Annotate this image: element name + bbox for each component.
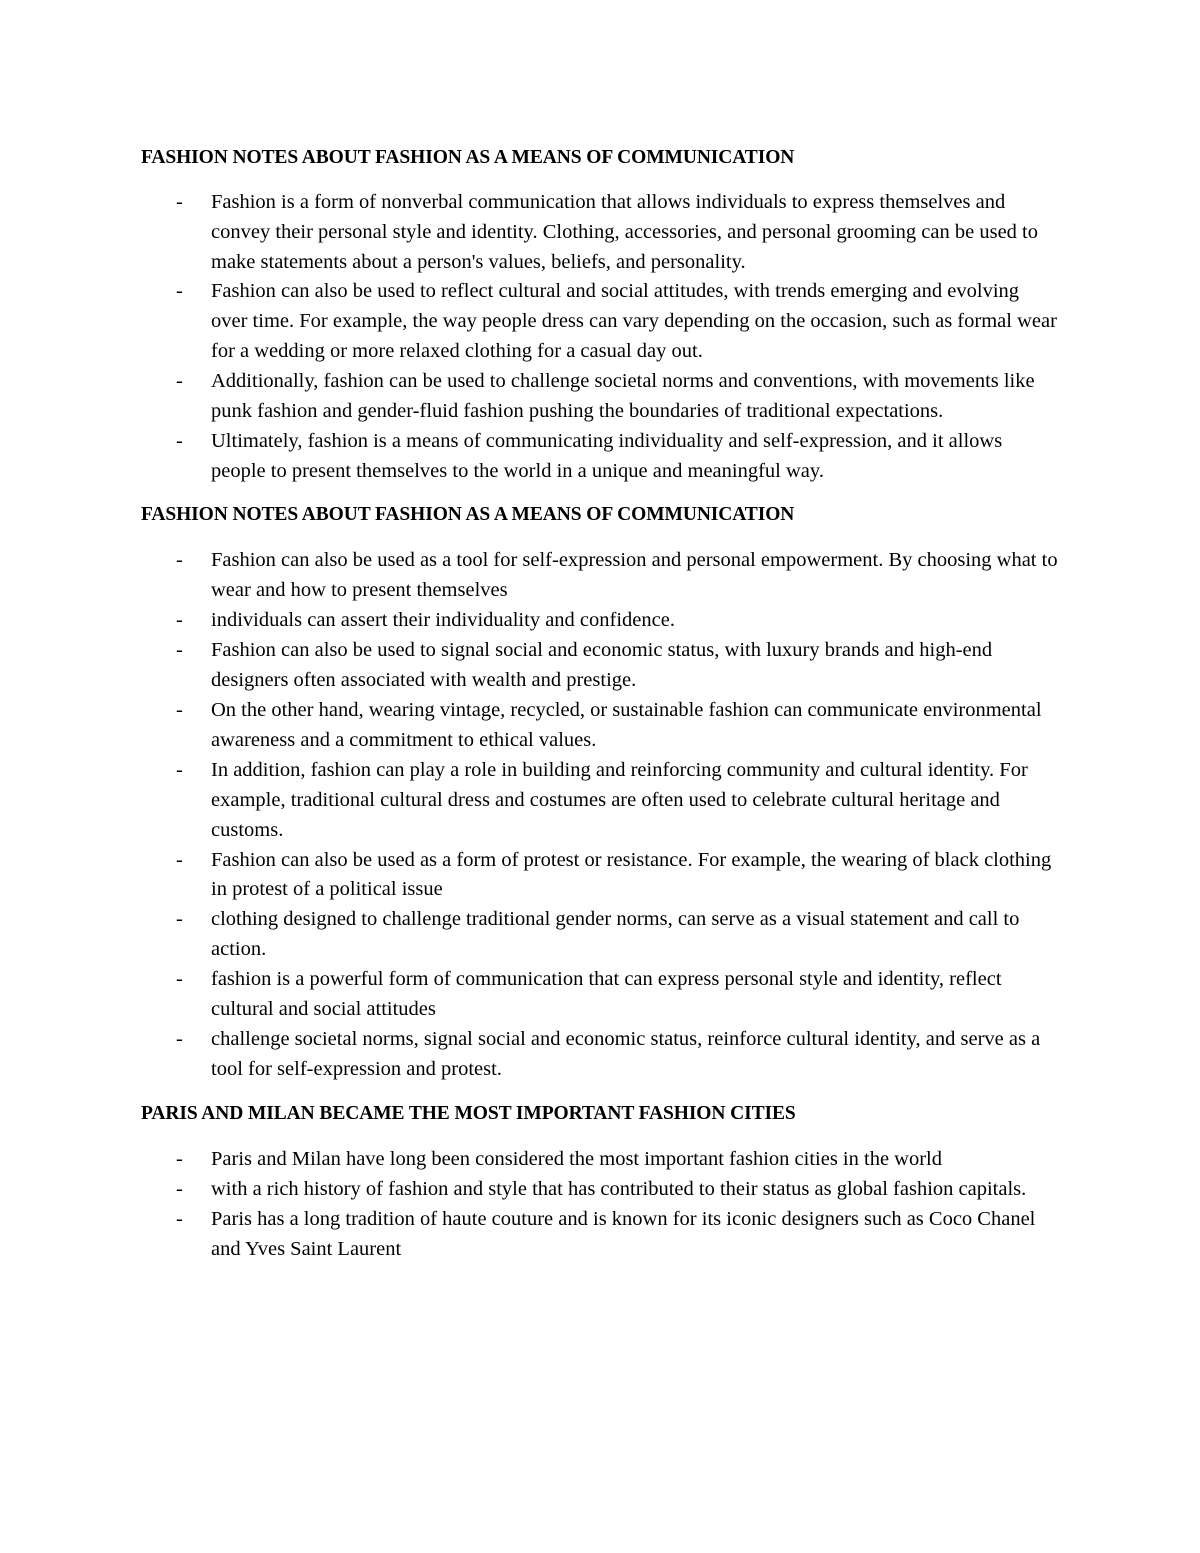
list-item-text: clothing designed to challenge traditional gender norms, can serve as a visual statement and call to action. xyxy=(211,908,1020,961)
list-item xyxy=(141,427,1060,487)
section-heading: FASHION NOTES ABOUT FASHION AS A MEANS OF COMMUNICATION xyxy=(141,503,795,525)
bullet-dash: - xyxy=(176,1208,183,1231)
section-paris-milan xyxy=(141,1099,1060,1265)
list-item-text: On the other hand, wearing vintage, recycled, or sustainable fashion can communicate environmental awareness and a commitment to ethical values. xyxy=(211,699,1042,751)
section-heading: PARIS AND MILAN BECAME THE MOST IMPORTANT FASHION CITIES xyxy=(141,1102,796,1124)
bullet-dash: - xyxy=(176,1148,183,1171)
list-item-text: Paris and Milan have long been considered the most important fashion cities in the world xyxy=(211,1148,943,1171)
list-item-text: Fashion can also be used as a form of protest or resistance. For example, the wearing of black clothing in protest of a political issue xyxy=(211,848,1052,901)
bullet-dash: - xyxy=(176,609,183,632)
list-item-text: Additionally, fashion can be used to challenge societal norms and conventions, with movements like punk fashion and gender-fluid fashion pushing the boundaries of traditional expectations. xyxy=(211,370,1035,423)
list-item xyxy=(141,1205,1060,1265)
list-item-text: fashion is a powerful form of communication that can express personal style and identity, reflect cultural and social attitudes xyxy=(211,968,1002,1021)
list-item xyxy=(141,1145,1060,1175)
bullet-list xyxy=(141,188,1060,487)
list-item xyxy=(141,546,1060,606)
bullet-list xyxy=(141,546,1060,1084)
bullet-dash: - xyxy=(176,1178,183,1201)
list-item-text: Fashion can also be used to reflect cultural and social attitudes, with trends emerging and evolving over time. For example, the way people dress can vary depending on the occasion, such as formal wear for a wedding or more relaxed clothing for a casual day out. xyxy=(211,280,1057,363)
list-item-text: In addition, fashion can play a role in building and reinforcing community and cultural identity. For example, traditional cultural dress and costumes are often used to celebrate cultural heritage and customs. xyxy=(211,758,1028,841)
list-item-text: challenge societal norms, signal social and economic status, reinforce cultural identity, and serve as a tool for self-expression and protest. xyxy=(211,1027,1041,1080)
section-heading: FASHION NOTES ABOUT FASHION AS A MEANS OF COMMUNICATION xyxy=(141,147,795,168)
bullet-dash: - xyxy=(176,758,183,781)
list-item-text: Fashion is a form of nonverbal communication that allows individuals to express themselves and convey their personal style and identity. Clothing, accessories, and personal grooming can be used to make statements about a person's values, beliefs, and personality. xyxy=(211,190,1038,273)
bullet-list xyxy=(141,1145,1060,1265)
list-item xyxy=(141,277,1060,367)
bullet-dash: - xyxy=(176,190,183,213)
bullet-dash: - xyxy=(176,699,183,721)
bullet-dash: - xyxy=(176,1027,183,1050)
list-item xyxy=(141,696,1060,756)
section-fashion-communication-2 xyxy=(141,500,1060,1085)
list-item-text: individuals can assert their individuality and confidence. xyxy=(211,609,675,632)
bullet-dash: - xyxy=(176,639,183,662)
bullet-dash: - xyxy=(176,280,183,303)
list-item xyxy=(141,367,1060,427)
bullet-dash: - xyxy=(176,549,183,572)
list-item xyxy=(141,636,1060,696)
list-item-text: Fashion can also be used to signal social and economic status, with luxury brands and high-end designers often associated with wealth and prestige. xyxy=(211,639,993,692)
list-item xyxy=(141,965,1060,1025)
bullet-dash: - xyxy=(176,848,183,871)
list-item-text: Paris has a long tradition of haute couture and is known for its iconic designers such as Coco Chanel and Yves Saint Laurent xyxy=(211,1208,1036,1261)
list-item xyxy=(141,846,1060,906)
bullet-dash: - xyxy=(176,429,183,452)
list-item-text: with a rich history of fashion and style that has contributed to their status as global fashion capitals. xyxy=(211,1178,1027,1201)
list-item xyxy=(141,188,1060,278)
bullet-dash: - xyxy=(176,968,183,991)
list-item xyxy=(141,1025,1060,1085)
list-item xyxy=(141,905,1060,965)
bullet-dash: - xyxy=(176,908,183,931)
list-item xyxy=(141,1175,1060,1205)
list-item xyxy=(141,606,1060,636)
section-fashion-communication-1 xyxy=(141,143,1060,487)
list-item-text: Fashion can also be used as a tool for self-expression and personal empowerment. By choosing what to wear and how to present themselves xyxy=(211,549,1058,602)
list-item-text: Ultimately, fashion is a means of communicating individuality and self-expression, and it allows people to present themselves to the world in a unique and meaningful way. xyxy=(211,429,1003,482)
list-item xyxy=(141,756,1060,846)
bullet-dash: - xyxy=(176,370,183,393)
